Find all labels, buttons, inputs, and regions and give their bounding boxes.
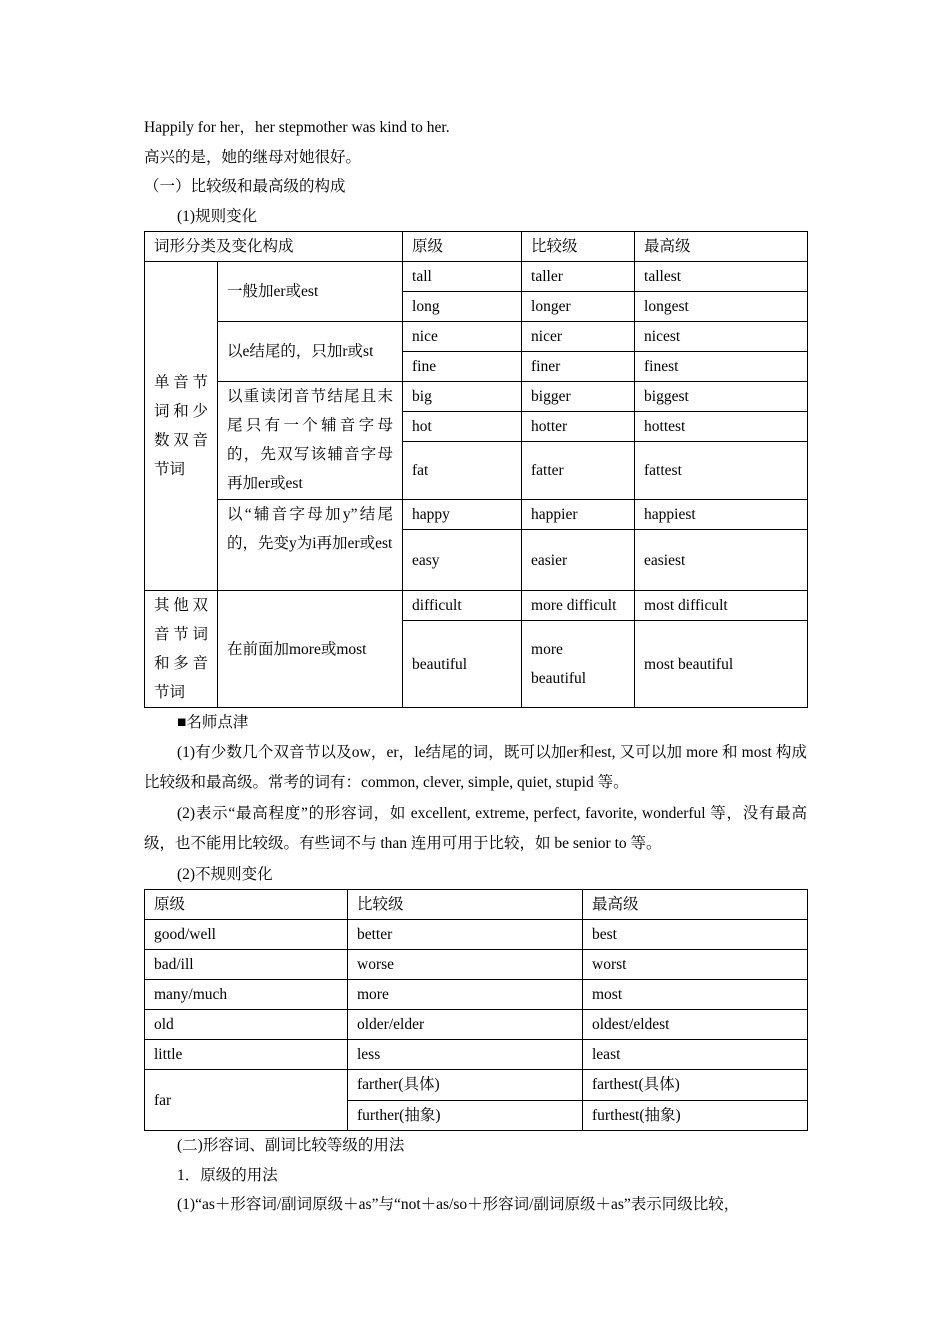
cell-superlative: hottest [635, 412, 808, 442]
positive-degree-heading: 1．原级的用法 [177, 1166, 278, 1184]
cell-base: fat [403, 442, 522, 500]
cell-base: old [145, 1010, 348, 1040]
table-row [145, 1010, 808, 1040]
cell-superlative: fattest [635, 442, 808, 500]
cell-comparative: worse [348, 950, 583, 980]
cell-base: nice [403, 322, 522, 352]
cell-base: happy [403, 500, 522, 530]
cell-base: big [403, 382, 522, 412]
cell-superlative: oldest/eldest [583, 1010, 808, 1040]
cell-comparative: better [348, 920, 583, 950]
document-page [144, 113, 807, 1220]
cell-comparative: hotter [522, 412, 635, 442]
cell-superlative: most beautiful [635, 621, 808, 708]
cell-comparative: finer [522, 352, 635, 382]
cell-comparative: easier [522, 530, 635, 591]
table-row [145, 262, 808, 292]
rule-consonant-y: 以“辅音字母加y”结尾的，先变y为i再加er或est [218, 500, 403, 591]
cell-superlative: nicest [635, 322, 808, 352]
header-superlative: 最高级 [583, 890, 808, 920]
group-multi-syllable: 其他双音节词和多音节词 [145, 591, 218, 708]
cell-comparative: older/elder [348, 1010, 583, 1040]
cell-comparative: farther(具体) [348, 1070, 583, 1101]
table-row [145, 1040, 808, 1070]
cell-superlative: farthest(具体) [583, 1070, 808, 1101]
cell-superlative: least [583, 1040, 808, 1070]
rule-add-er-est: 一般加er或est [218, 262, 403, 322]
cell-base: many/much [145, 980, 348, 1010]
table-header-row [145, 232, 808, 262]
table-row [145, 322, 808, 352]
header-category: 词形分类及变化构成 [145, 232, 403, 262]
table-row [145, 980, 808, 1010]
cell-comparative: more difficult [522, 591, 635, 621]
cell-base: tall [403, 262, 522, 292]
header-base: 原级 [403, 232, 522, 262]
cell-comparative: taller [522, 262, 635, 292]
rule-e-ending: 以e结尾的，只加r或st [218, 322, 403, 382]
cell-base: bad/ill [145, 950, 348, 980]
table-row [145, 920, 808, 950]
cell-comparative: nicer [522, 322, 635, 352]
cell-base: fine [403, 352, 522, 382]
tip-paragraph-1: (1)有少数几个双音节以及ow，er，le结尾的词，既可以加er和est, 又可以加 more 和 most 构成比较级和最高级。常考的词有：common, clever, simple, quiet, stupid 等。 [144, 743, 807, 791]
cell-comparative: more beautiful [522, 621, 635, 708]
cell-base-far: far [145, 1070, 348, 1131]
cell-superlative: best [583, 920, 808, 950]
regular-change-table [144, 231, 808, 708]
tip-paragraph-2: (2)表示“最高程度”的形容词，如 excellent, extreme, perfect, favorite, wonderful 等，没有最高级，也不能用比较级。有些词不与 than 连用可用于比较，如 be senior to 等。 [144, 804, 807, 852]
group-mono-syllable: 单音节词和少数双音节词 [145, 262, 218, 591]
cell-superlative: finest [635, 352, 808, 382]
irregular-change-heading: (2)不规则变化 [177, 865, 273, 883]
cell-comparative: happier [522, 500, 635, 530]
table-row [145, 591, 808, 621]
table-row [145, 1070, 808, 1101]
cell-comparative: fatter [522, 442, 635, 500]
section2-title: (二)形容词、副词比较等级的用法 [177, 1137, 405, 1154]
cell-superlative: longest [635, 292, 808, 322]
cell-base: easy [403, 530, 522, 591]
cell-comparative: less [348, 1040, 583, 1070]
cell-superlative: easiest [635, 530, 808, 591]
cell-comparative: longer [522, 292, 635, 322]
header-base: 原级 [145, 890, 348, 920]
cell-comparative: more [348, 980, 583, 1010]
cell-base: hot [403, 412, 522, 442]
cell-base: good/well [145, 920, 348, 950]
table-row [145, 382, 808, 412]
cell-base: little [145, 1040, 348, 1070]
header-superlative: 最高级 [635, 232, 808, 262]
cell-superlative: most difficult [635, 591, 808, 621]
intro-chinese: 高兴的是，她的继母对她很好。 [144, 148, 362, 166]
cell-superlative: happiest [635, 500, 808, 530]
rule-more-most: 在前面加more或most [218, 591, 403, 708]
cell-superlative: biggest [635, 382, 808, 412]
section2-paragraph-1: (1)“as＋形容词/副词原级＋as”与“not＋as/so＋形容词/副词原级＋as”表示同级比较， [177, 1196, 740, 1213]
rule-double-consonant: 以重读闭音节结尾且末尾只有一个辅音字母的，先双写该辅音字母再加er或est [218, 382, 403, 500]
cell-base: long [403, 292, 522, 322]
header-comparative: 比较级 [522, 232, 635, 262]
intro-english: Happily for her，her stepmother was kind to her. [144, 119, 450, 136]
irregular-change-table [144, 889, 808, 1131]
cell-comparative: bigger [522, 382, 635, 412]
regular-change-heading: (1)规则变化 [177, 207, 258, 225]
cell-superlative: furthest(抽象) [583, 1101, 808, 1131]
cell-base: difficult [403, 591, 522, 621]
cell-superlative: worst [583, 950, 808, 980]
cell-superlative: most [583, 980, 808, 1010]
cell-comparative: further(抽象) [348, 1101, 583, 1131]
table-header-row [145, 890, 808, 920]
cell-superlative: tallest [635, 262, 808, 292]
tips-heading: ■名师点津 [177, 714, 249, 731]
header-comparative: 比较级 [348, 890, 583, 920]
table-row [145, 950, 808, 980]
cell-base: beautiful [403, 621, 522, 708]
table-row [145, 500, 808, 530]
section1-title: （一）比较级和最高级的构成 [144, 178, 346, 195]
